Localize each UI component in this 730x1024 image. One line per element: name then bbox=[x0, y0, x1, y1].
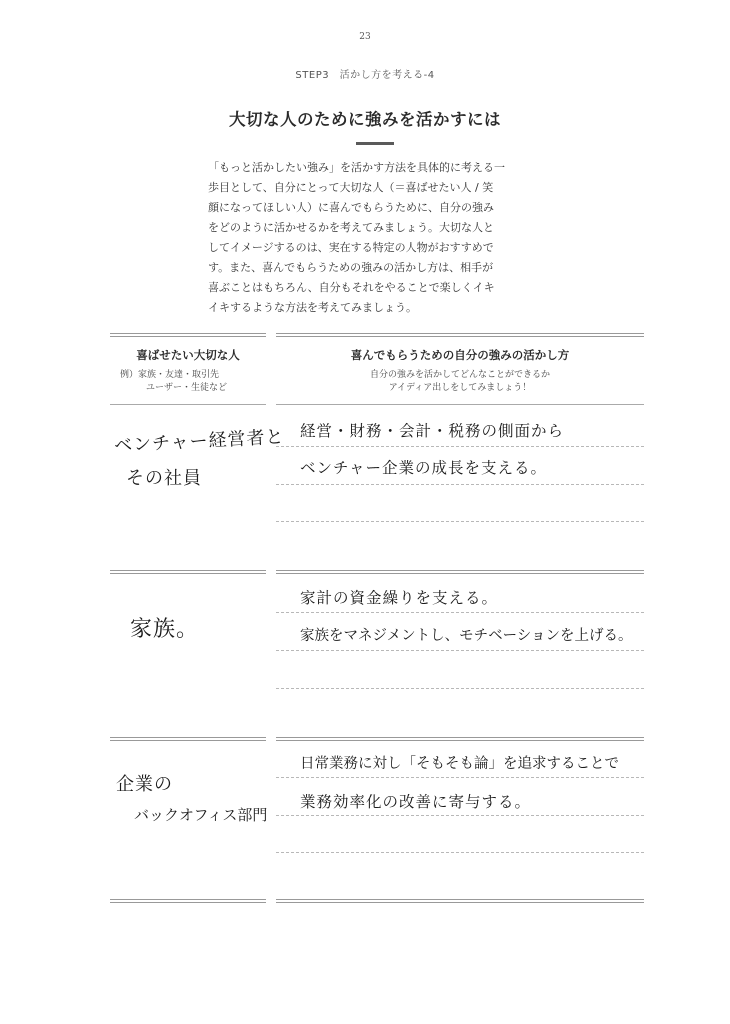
idea-line bbox=[276, 852, 644, 853]
header-bottom-rule-right bbox=[276, 404, 644, 405]
left-header-example: 例）家族・友達・取引先 bbox=[120, 370, 220, 380]
person-cell: 企業の bbox=[116, 774, 173, 795]
right-column-header bbox=[276, 347, 644, 395]
intro-line: してイメージするのは、実在する特定の人物がおすすめで bbox=[208, 241, 494, 254]
idea-line bbox=[276, 612, 644, 613]
row-separator-left bbox=[110, 570, 266, 571]
table-bottom-rule-left bbox=[110, 899, 266, 900]
intro-line: 顔になってほしい人）に喜んでもらうために、自分の強み bbox=[208, 201, 494, 214]
person-cell-cont: その社員 bbox=[126, 468, 202, 489]
row-separator-right bbox=[276, 570, 644, 571]
page-number: 23 bbox=[359, 32, 371, 42]
right-header-sub bbox=[276, 369, 644, 395]
left-header-sub bbox=[110, 369, 266, 395]
idea-line bbox=[276, 777, 644, 778]
idea-cell: 経営・財務・会計・税務の側面から bbox=[300, 422, 565, 440]
person-cell: ベンチャー経営者と bbox=[113, 426, 285, 457]
idea-line bbox=[276, 688, 644, 689]
idea-cell: 家族をマネジメントし、モチベーションを上げる。 bbox=[300, 628, 633, 644]
header-bottom-rule-left bbox=[110, 404, 266, 405]
idea-cell: 業務効率化の改善に寄与する。 bbox=[300, 793, 532, 811]
idea-cell: 家計の資金繰りを支える。 bbox=[300, 589, 499, 607]
row-separator-left bbox=[110, 737, 266, 738]
header-top-rule-right bbox=[276, 333, 644, 334]
idea-line bbox=[276, 650, 644, 651]
page-title: 大切な人のために強みを活かすには bbox=[229, 110, 501, 129]
idea-line bbox=[276, 484, 644, 485]
idea-cell: ベンチャー企業の成長を支える。 bbox=[300, 459, 548, 477]
left-column-header bbox=[110, 347, 266, 395]
right-header-sub-1: 自分の強みを活かしてどんなことができるか bbox=[369, 370, 550, 380]
intro-line: 歩目として、自分にとって大切な人（＝喜ばせたい人 / 笑 bbox=[208, 181, 494, 194]
idea-line bbox=[276, 815, 644, 816]
intro-line: す。また、喜んでもらうための強みの活かし方は、相手が bbox=[208, 261, 494, 274]
intro-line: イキするような方法を考えてみましょう。 bbox=[208, 301, 417, 314]
intro-line: 喜ぶことはもちろん、自分もそれをやることで楽しくイキ bbox=[208, 281, 495, 294]
person-cell-cont: バックオフィス部門 bbox=[134, 806, 268, 824]
intro-paragraph bbox=[208, 158, 538, 318]
left-header-example-cont: ユーザー・生徒など bbox=[146, 383, 228, 393]
header-top-rule-left bbox=[110, 333, 266, 334]
row-separator-right bbox=[276, 737, 644, 738]
table-bottom-rule-right bbox=[276, 899, 644, 900]
intro-line: 「もっと活かしたい強み」を活かす方法を具体的に考える一 bbox=[208, 161, 505, 174]
left-header-title: 喜ばせたい大切な人 bbox=[136, 348, 240, 362]
intro-line: をどのように活かせるかを考えてみましょう。大切な人と bbox=[208, 221, 494, 234]
idea-line bbox=[276, 446, 644, 447]
right-header-sub-2: アイディア出しをしてみましょう！ bbox=[388, 383, 532, 393]
person-cell: 家族。 bbox=[130, 617, 200, 642]
idea-line bbox=[276, 521, 644, 522]
right-header-title: 喜んでもらうための自分の強みの活かし方 bbox=[350, 348, 570, 362]
idea-cell: 日常業務に対し「そもそも論」を追求することで bbox=[300, 756, 619, 772]
title-underline bbox=[356, 142, 394, 145]
step-label: STEP3 活かし方を考える-4 bbox=[295, 70, 435, 81]
